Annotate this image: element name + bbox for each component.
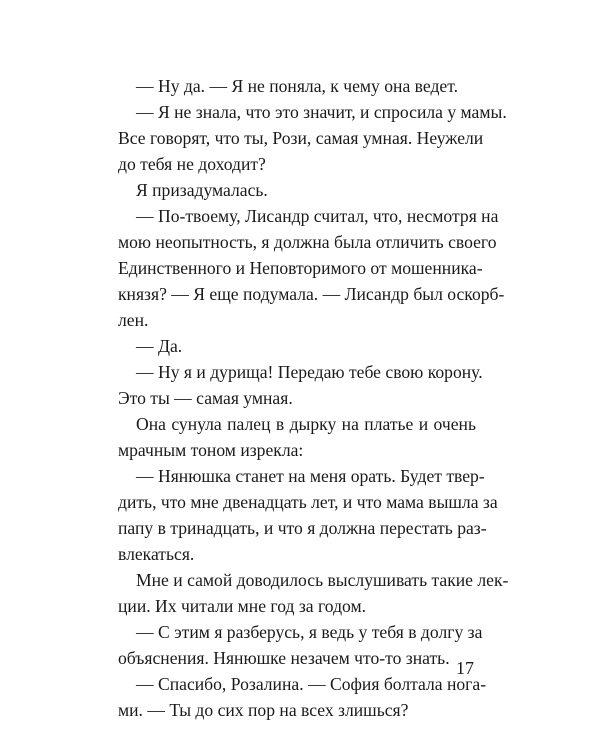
text-line: Я призадумалась. [136,180,268,200]
text-line: — По-твоему, Лисандр считал, что, несмотря на [136,206,499,226]
text-line: объяснения. Нянюшке незачем что-то знать. [118,648,450,668]
text-line: — С этим я разберусь, я ведь у тебя в долгу за [136,622,483,642]
text-line: Это ты — самая умная. [118,388,293,408]
text-line: до тебя не доходит? [118,154,266,174]
text-line: мрачным тоном изрекла: [118,440,304,460]
text-line: — Да. [136,336,183,356]
text-line: ции. Их читали мне год за годом. [118,596,367,616]
body-text [118,73,509,723]
text-line: ми. — Ты до сих пор на всех злишься? [118,700,409,720]
text-line: влекаться. [118,544,195,564]
text-line: мою неопытность, я должна была отличить своего [118,232,497,252]
text-line: — Ну да. — Я не поняла, к чему она ведет. [136,76,458,96]
text-line: — Ну я и дурища! Передаю тебе свою корону. [136,362,483,382]
text-line: Единственного и Неповторимого от мошенника- [118,258,483,278]
text-line: Все говорят, что ты, Рози, самая умная. Неужели [118,128,484,148]
text-line: — Нянюшка станет на меня орать. Будет твер- [136,466,485,486]
text-line: — Спасибо, Розалина. — София болтала нога- [136,674,487,694]
page-number: 17 [456,658,474,678]
text-line: папу в тринадцать, и что я должна перестать раз- [118,518,487,538]
text-line: Она сунула палец в дырку на платье и очень [136,414,476,434]
text-line: лен. [118,310,149,330]
text-line: — Я не знала, что это значит, и спросила у мамы. [136,102,507,122]
text-line: Мне и самой доводилось выслушивать такие лек- [136,570,509,590]
text-line: дить, что мне двенадцать лет, и что мама вышла за [118,492,498,512]
text-line: князя? — Я еще подумала. — Лисандр был оскорб- [118,284,505,304]
